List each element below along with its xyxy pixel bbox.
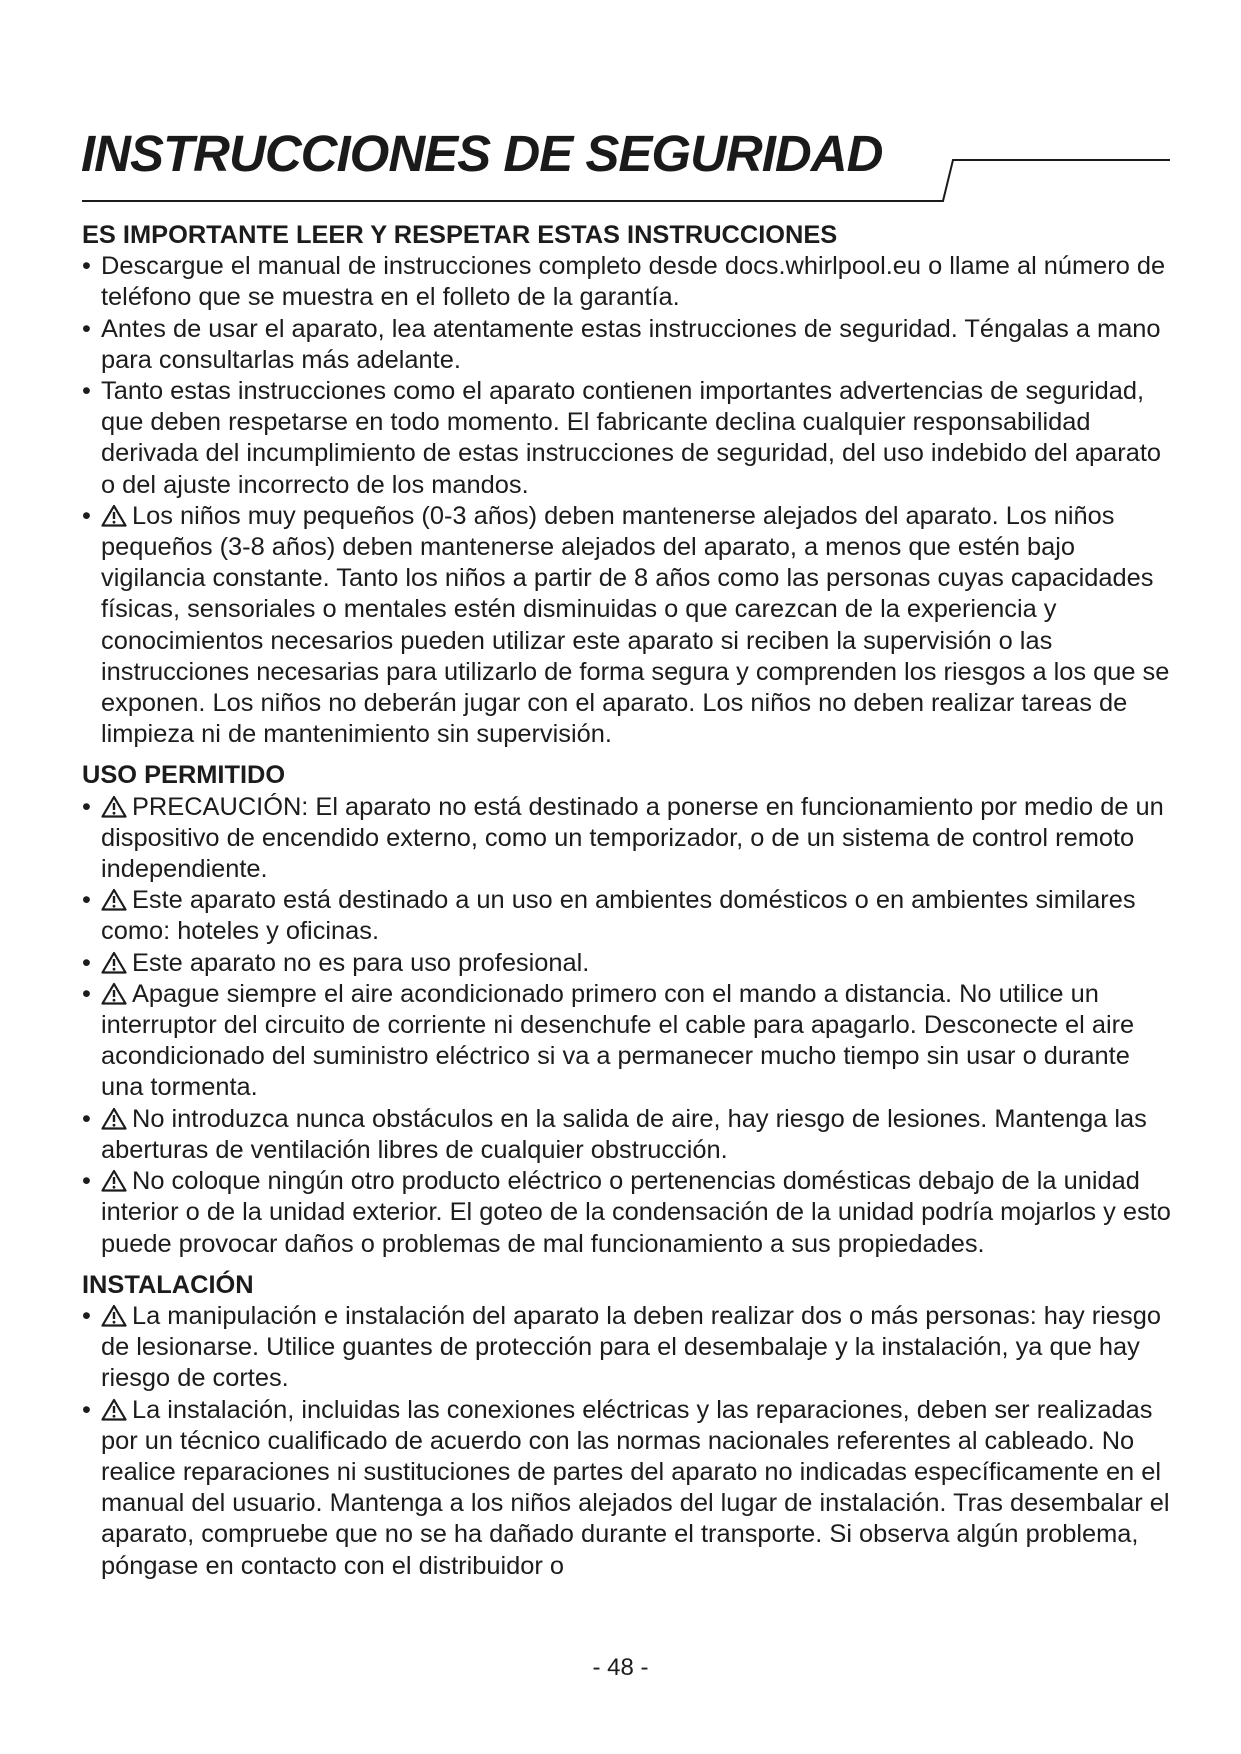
section-installation [82,1270,1172,1582]
list-item [82,885,1172,947]
page-title: INSTRUCCIONES DE SEGURIDAD [81,125,883,182]
item-text: La manipulación e instalación del aparato la deben realizar dos o más personas: hay riesgo de lesionarse. Utilice guantes de protección para el desembalaje y la instalación, ya que hay riesgo de cortes. [101,1301,1161,1393]
list-item [82,1104,1172,1166]
item-text: No introduzca nunca obstáculos en la salida de aire, hay riesgo de lesiones. Mantenga las aberturas de ventilación libres de cualquier obstrucción. [101,1104,1147,1164]
item-text: Este aparato no es para uso profesional. [132,948,590,977]
list-item [82,501,1172,751]
item-text: La instalación, incluidas las conexiones eléctricas y las reparaciones, deben ser realizadas por un técnico cualificado de acuerdo con las normas nacionales referentes al cableado. No realice reparaciones ni sustituciones de partes del aparato no indicadas específicamente en el manual del usuario. Mantenga a los niños alejados del lugar de instalación. Tras desembalar el aparato, compruebe que no se ha dañado durante el transporte. Si observa algún problema, póngase en contacto con el distribuidor o [101,1395,1170,1580]
list-item [82,948,1172,979]
item-text: Apague siempre el aire acondicionado primero con el mando a distancia. No utilice un interruptor del circuito de corriente ni desenchufe el cable para apagarlo. Desconecte el aire acondicionado del suministro eléctrico si va a permanecer mucho tiempo sin usar o durante una tormenta. [101,979,1135,1102]
item-text: Este aparato está destinado a un uso en ambientes domésticos o en ambientes similares como: hoteles y oficinas. [101,886,1136,946]
warning-triangle-icon [101,1169,127,1192]
section-heading: USO PERMITIDO [82,761,286,790]
bullet-dot: • [82,314,91,343]
list-item [82,979,1172,1104]
section-important [82,220,1172,750]
bullet-dot: • [82,1167,91,1196]
list-item [82,251,1172,313]
warning-triangle-icon [101,1107,127,1130]
warning-triangle-icon [101,1304,127,1327]
section-heading: ES IMPORTANTE LEER Y RESPETAR ESTAS INSTRUCCIONES [82,221,838,249]
item-text: Tanto estas instrucciones como el aparato contienen importantes advertencias de seguridad, que deben respetarse en todo momento. El fabricante declina cualquier responsabilidad derivada del incumplimiento de estas instrucciones de seguridad, del uso indebido del aparato o del ajuste incorrecto de los mandos. [101,377,1162,499]
bullet-dot: • [82,979,91,1008]
bullet-dot: • [82,1301,91,1330]
item-text: No coloque ningún otro producto eléctrico o pertenencias domésticas debajo de la unidad interior o de la unidad exterior. El goteo de la condensación de la unidad podría mojarlos y esto puede provocar daños o problemas de mal funcionamiento a sus propiedades. [101,1167,1171,1258]
warning-triangle-icon [101,795,127,818]
warning-triangle-icon [101,504,127,527]
item-text: Descargue el manual de instrucciones completo desde docs.whirlpool.eu o llame al número de teléfono que se muestra en el folleto de la garantía. [101,252,1166,312]
section-permitted-use [82,760,1172,1259]
bullet-dot: • [82,252,91,281]
bullet-dot: • [82,948,91,977]
warning-triangle-icon [101,1398,127,1421]
document-body [82,220,1172,1592]
bullet-dot: • [82,377,91,406]
bullet-dot: • [82,886,91,915]
list-item [82,314,1172,376]
list-item [82,792,1172,886]
item-text: PRECAUCIÓN: El aparato no está destinado a ponerse en funcionamiento por medio de un dispositivo de encendido externo, como un temporizador, o de un sistema de control remoto independiente. [101,792,1164,884]
bullet-dot: • [82,501,91,530]
list-item [82,1301,1172,1395]
bullet-dot: • [82,1104,91,1133]
warning-triangle-icon [101,888,127,911]
item-text: Los niños muy pequeños (0-3 años) deben mantenerse alejados del aparato. Los niños pequeños (3-8 años) deben mantenerse alejados del aparato, a menos que estén bajo vigilancia constante. Tanto los niños a partir de 8 años como las personas cuyas capacidades físicas, sensoriales o mentales estén disminuidas o que carezcan de la experiencia y conocimientos necesarios pueden utilizar este aparato si reciben la supervisión o las instrucciones necesarias para utilizarlo de forma segura y comprenden los riesgos a los que se exponen. Los niños no deberán jugar con el aparato. Los niños no deben realizar tareas de limpieza ni de mantenimiento sin supervisión. [101,501,1170,749]
bullet-dot: • [82,792,91,821]
bullet-list [82,1301,1172,1582]
section-heading: INSTALACIÓN [82,1270,254,1299]
warning-triangle-icon [101,982,127,1005]
bullet-list [82,792,1172,1260]
bullet-list [82,251,1172,750]
page-number: - 48 - [592,1654,649,1681]
list-item [82,1166,1172,1260]
list-item [82,1395,1172,1582]
list-item [82,376,1172,501]
bullet-dot: • [82,1395,91,1424]
item-text: Antes de usar el aparato, lea atentamente estas instrucciones de seguridad. Téngalas a mano para consultarlas más adelante. [101,314,1161,374]
title-underline-decoration [0,0,1241,210]
warning-triangle-icon [101,951,127,974]
